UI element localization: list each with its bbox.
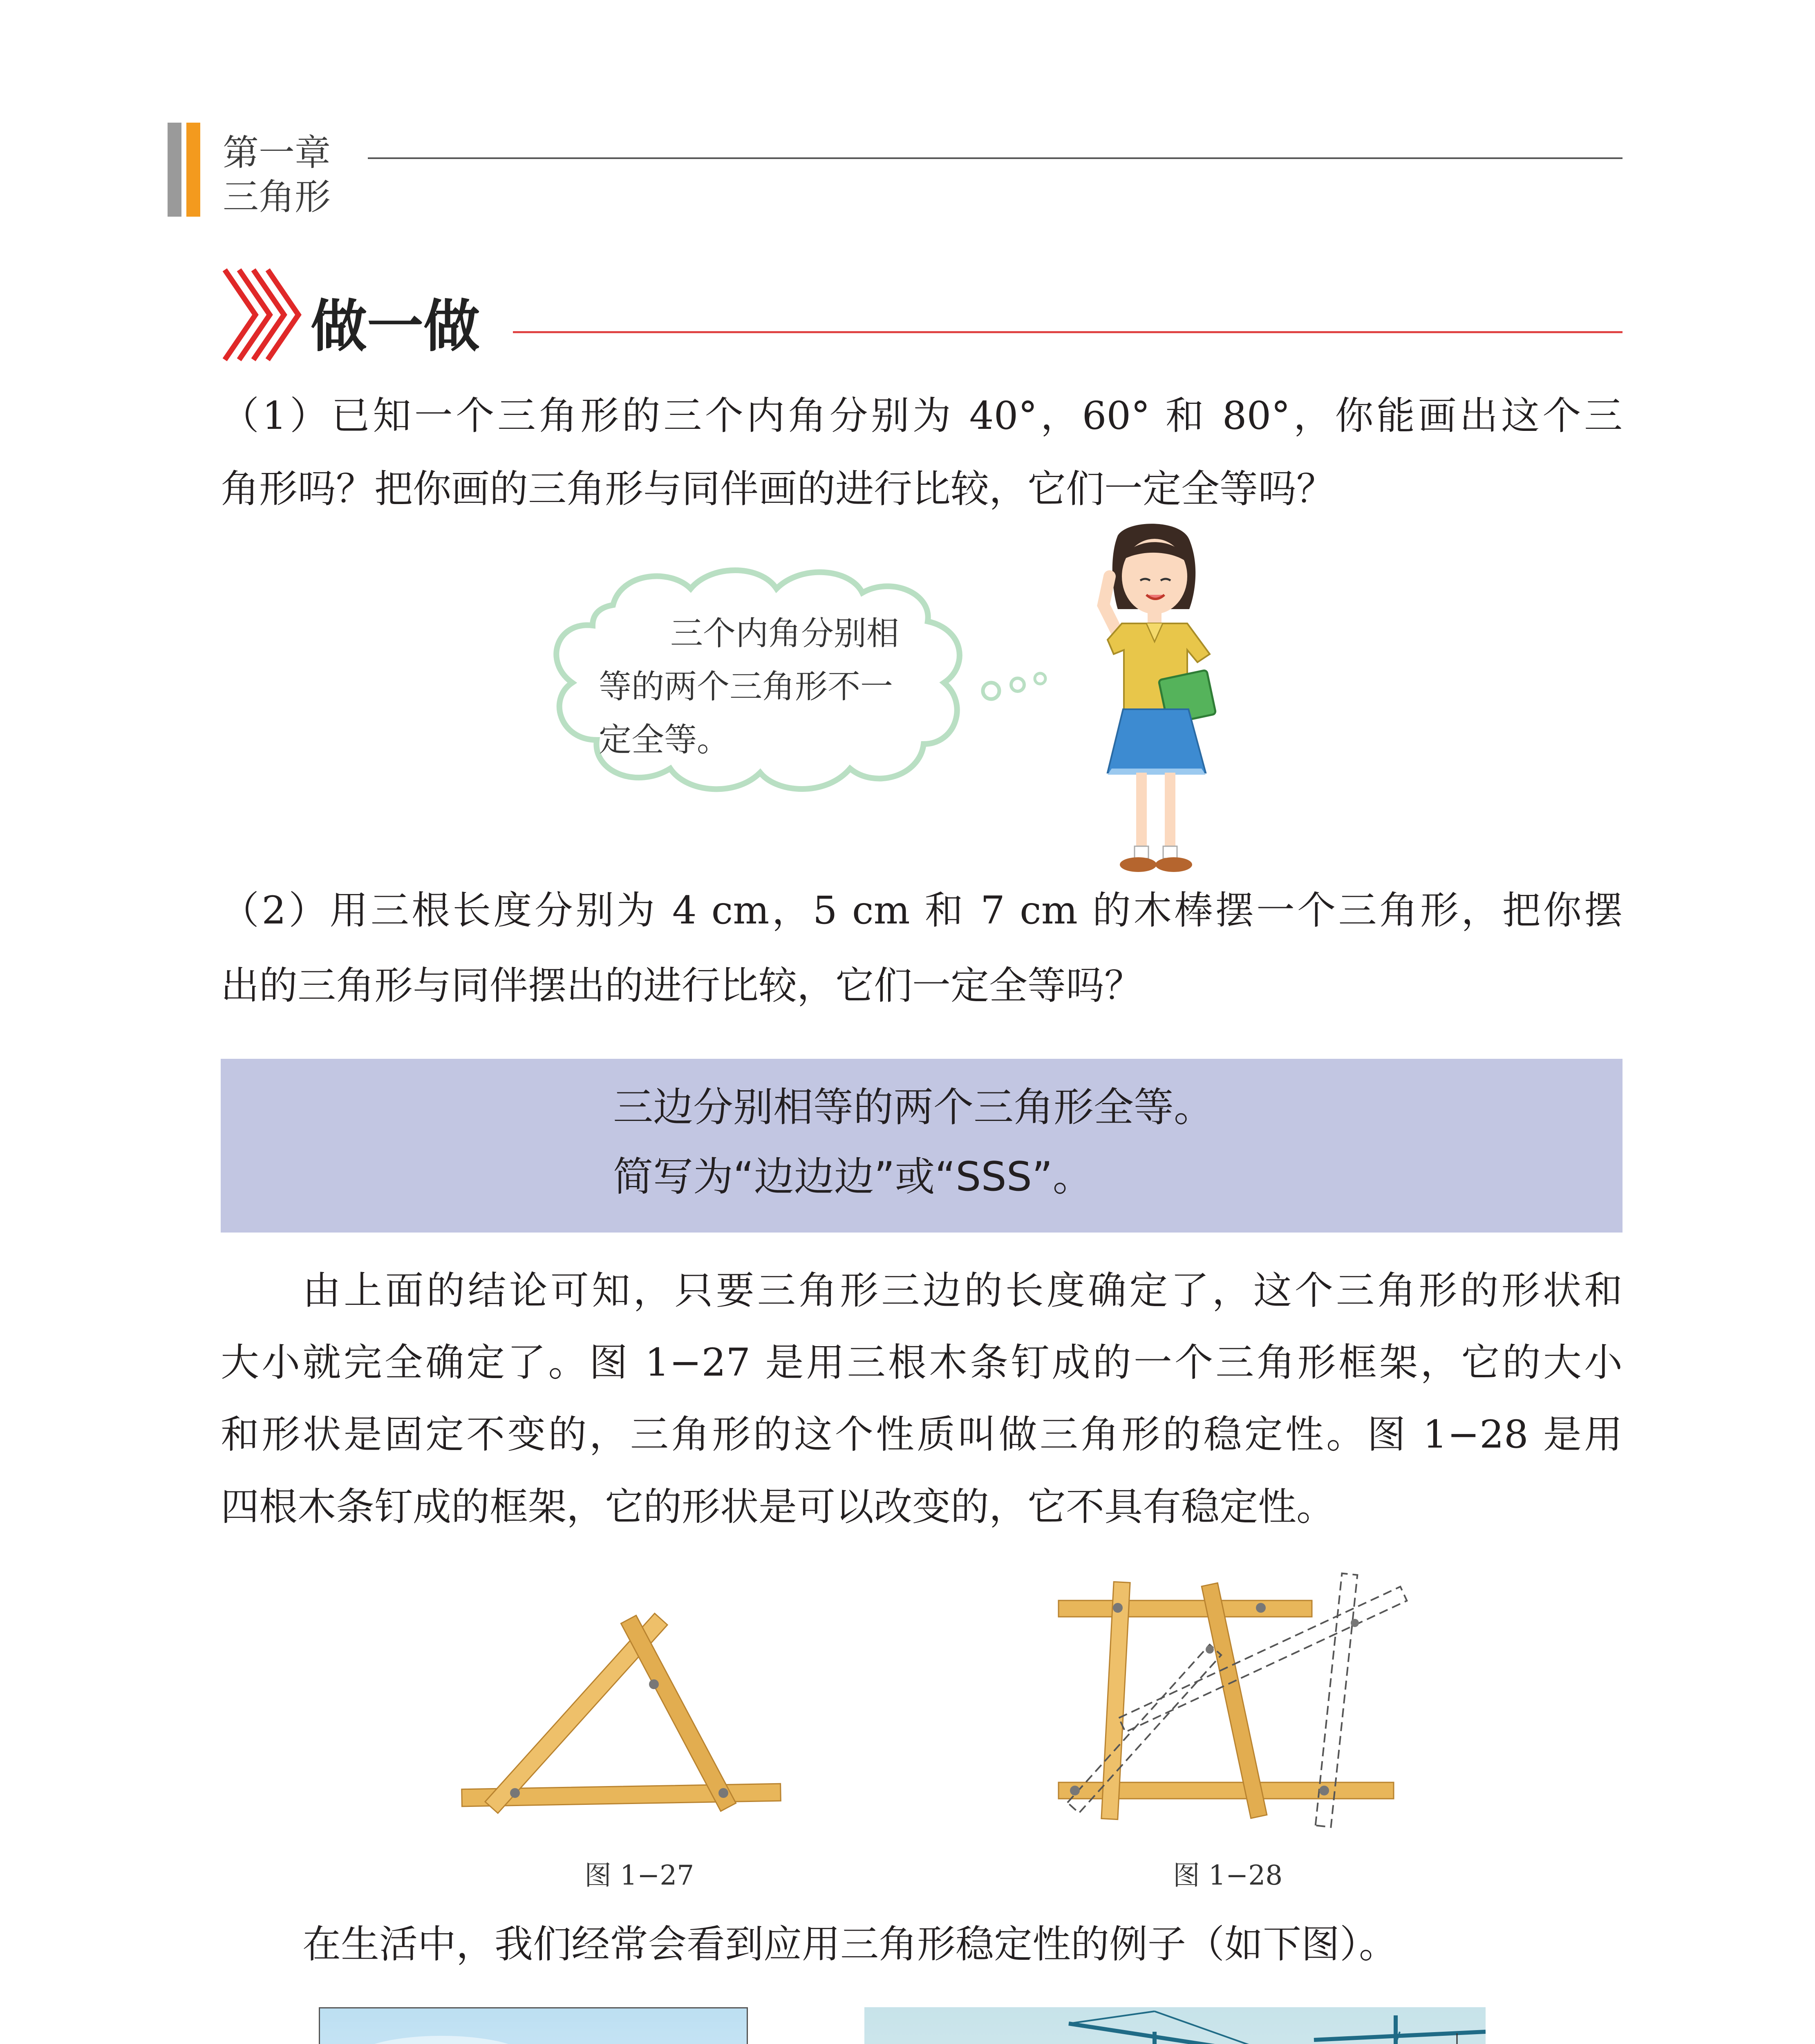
header-rule [368, 157, 1623, 159]
girl-illustration [1079, 519, 1234, 879]
gate-frame-illustration [319, 2007, 748, 2044]
activity2-line1: （2）用三根长度分别为 4 cm，5 cm 和 7 cm 的木棒摆一个三角形，把你摆 [221, 888, 1623, 933]
explanation-line1: 由上面的结论可知，只要三角形三边的长度确定了，这个三角形的形状和 [302, 1269, 1623, 1313]
triangle-frame-figure [458, 1611, 793, 1840]
chevron-arrows-icon [217, 262, 311, 368]
header-gray-bar [168, 123, 181, 217]
section-title: 做一做 [311, 294, 480, 359]
chapter-number: 第一章 [223, 132, 331, 174]
explanation-line4: 四根木条钉成的框架，它的形状是可以改变的，它不具有稳定性。 [221, 1485, 1335, 1529]
construction-cranes-photo [864, 2007, 1486, 2044]
header-orange-bar [186, 123, 200, 217]
figure-1-27-caption: 图 1−27 [584, 1860, 694, 1891]
bubble-line1: 三个内角分别相 [670, 614, 899, 652]
explanation-line2: 大小就完全确定了。图 1−27 是用三根木条钉成的一个三角形框架，它的大小 [221, 1340, 1623, 1385]
section-rule [513, 331, 1623, 333]
conclusion-box [221, 1059, 1623, 1233]
conclusion-line2: 简写为“边边边”或“SSS”。 [613, 1154, 1093, 1200]
activity2-line2: 出的三角形与同伴摆出的进行比较，它们一定全等吗？ [221, 964, 1143, 1008]
chapter-title: 三角形 [223, 176, 331, 218]
quadrilateral-frame-figure [1046, 1562, 1414, 1848]
conclusion-line1: 三边分别相等的两个三角形全等。 [613, 1084, 1214, 1131]
bubble-line3: 定全等。 [599, 721, 730, 759]
examples-intro: 在生活中，我们经常会看到应用三角形稳定性的例子（如下图）。 [302, 1922, 1398, 1967]
activity1-line2: 角形吗？把你画的三角形与同伴画的进行比较，它们一定全等吗？ [221, 467, 1335, 511]
explanation-line3: 和形状是固定不变的，三角形的这个性质叫做三角形的稳定性。图 1−28 是用 [221, 1412, 1623, 1457]
activity1-line1: （1）已知一个三角形的三个内角分别为 40°，60° 和 80°，你能画出这个三 [221, 394, 1623, 438]
figure-1-28-caption: 图 1−28 [1173, 1860, 1283, 1891]
bubble-line2: 等的两个三角形不一 [599, 668, 893, 706]
